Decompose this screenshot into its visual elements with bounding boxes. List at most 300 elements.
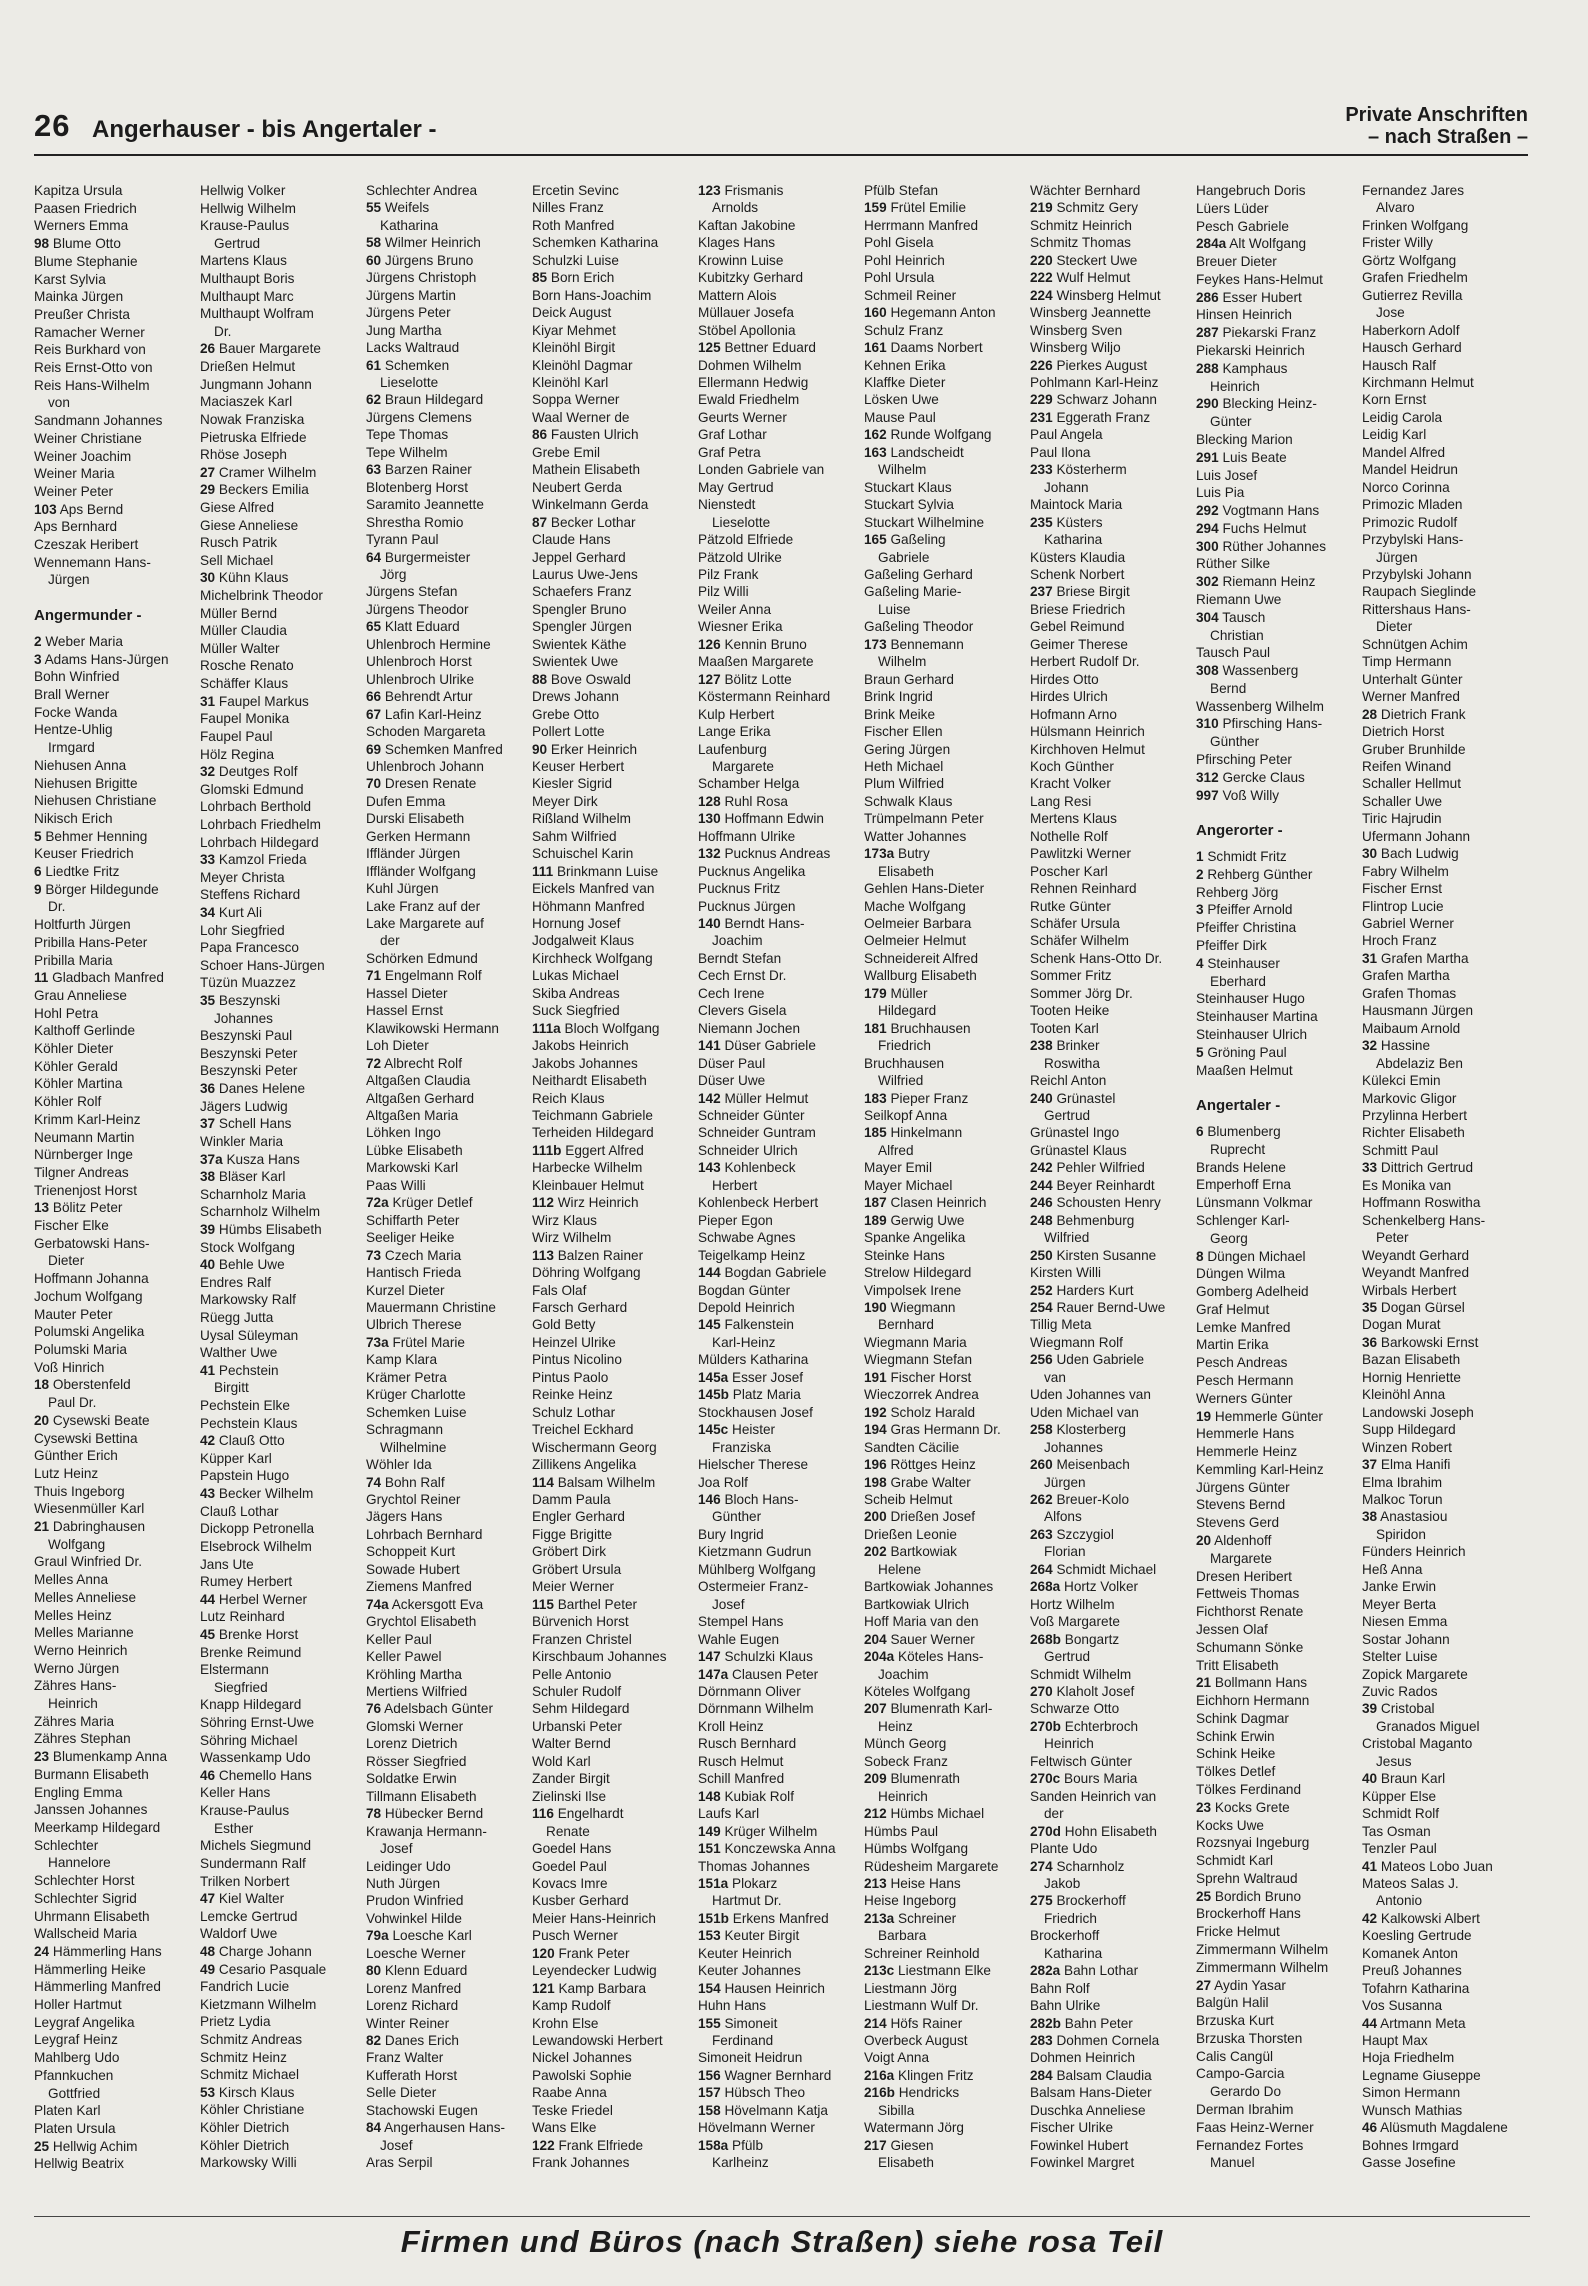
resident-entry: 60 Jürgens Bruno	[366, 252, 474, 268]
entry-continuation: Heinz	[878, 1718, 913, 1734]
resident-entry: Schuischel Karin	[532, 846, 634, 862]
house-number: 46	[200, 1767, 216, 1783]
resident-entry: 114 Balsam Wilhelm	[532, 1474, 656, 1490]
resident-entry: Blume Stephanie	[34, 253, 138, 269]
resident-entry: Thuis Ingeborg	[34, 1483, 125, 1499]
resident-entry: Gold Betty	[532, 1317, 596, 1333]
resident-entry: Wiesenmüller Karl	[34, 1501, 145, 1517]
resident-entry: Hassel Ernst	[366, 1003, 444, 1019]
resident-entry: Schulz Lothar	[532, 1404, 616, 1420]
resident-entry: Wahle Eugen	[698, 1631, 780, 1647]
resident-entry: Schulz Franz	[864, 322, 944, 338]
resident-entry: 144 Bogdan Gabriele	[698, 1265, 827, 1281]
resident-entry: Neithardt Elisabeth	[532, 1073, 647, 1089]
resident-entry: Brands Helene	[1196, 1159, 1286, 1175]
resident-entry: Neumann Martin	[34, 1129, 135, 1145]
resident-entry: Preußer Christa	[34, 306, 130, 322]
entry-continuation: Granados Miguel	[1376, 1718, 1480, 1734]
resident-entry: Strelow Hildegard	[864, 1265, 972, 1281]
entry-continuation: Birgitt	[214, 1380, 249, 1396]
resident-entry: Wallburg Elisabeth	[864, 968, 977, 984]
resident-entry: Köhler Martina	[34, 1076, 123, 1092]
resident-entry: Stockhausen Josef	[698, 1404, 813, 1420]
resident-entry: Teigelkamp Heinz	[698, 1247, 806, 1263]
resident-entry: Fernandez Jares	[1362, 183, 1465, 198]
resident-entry: Teichmann Gabriele	[532, 1108, 653, 1124]
resident-entry: Mauter Peter	[34, 1306, 113, 1322]
resident-entry: Schiffarth Peter	[366, 1212, 460, 1228]
resident-entry: 246 Schousten Henry	[1030, 1195, 1161, 1211]
house-number: 260	[1030, 1457, 1053, 1473]
resident-entry: Krüger Charlotte	[366, 1387, 466, 1403]
resident-entry: Walter Bernd	[532, 1736, 611, 1752]
resident-entry: 145a Esser Josef	[698, 1369, 804, 1385]
resident-entry: Niemann Jochen	[698, 1020, 801, 1036]
resident-entry: Przybylski Johann	[1362, 566, 1472, 582]
house-number: 23	[34, 1749, 50, 1765]
resident-entry: Vos Susanna	[1362, 1998, 1443, 2014]
entry-continuation: Heinrich	[1210, 378, 1260, 394]
resident-entry: Fernandez Fortes	[1196, 2137, 1304, 2153]
resident-entry: Grafen Friedhelm	[1362, 270, 1468, 286]
house-number: 113	[532, 1247, 554, 1263]
resident-entry: Lohr Siegfried	[200, 922, 285, 938]
house-number: 58	[366, 235, 382, 251]
resident-entry: Graf Lothar	[698, 427, 767, 443]
resident-entry: 1 Schmidt Fritz	[1196, 849, 1287, 865]
resident-entry: Grünastel Ingo	[1030, 1125, 1120, 1141]
resident-entry: Laufs Karl	[698, 1806, 760, 1822]
resident-entry: 151b Erkens Manfred	[698, 1910, 829, 1926]
resident-entry: 292 Vogtmann Hans	[1196, 503, 1320, 519]
house-number: 292	[1196, 503, 1219, 519]
resident-entry: Markowski Karl	[366, 1160, 459, 1176]
resident-entry: Tritt Elisabeth	[1196, 1657, 1279, 1673]
resident-entry: Werner Manfred	[1362, 689, 1460, 705]
house-number: 32	[200, 764, 216, 780]
resident-entry: Schragmann	[366, 1422, 444, 1438]
resident-entry: Graf Helmut	[1196, 1301, 1270, 1317]
resident-entry: Kovacs Imre	[532, 1875, 608, 1891]
entry-continuation: Antonio	[1376, 1893, 1423, 1909]
resident-entry: Herbert Rudolf Dr.	[1030, 654, 1140, 670]
resident-entry: Saramito Jeannette	[366, 497, 484, 513]
resident-entry: Gaßeling Marie-	[864, 584, 962, 600]
resident-entry: Spengler Bruno	[532, 601, 627, 617]
resident-entry: Rißland Wilhelm	[532, 811, 631, 827]
entry-continuation: Gertrud	[214, 235, 261, 251]
directory-columns	[34, 182, 1530, 2172]
resident-entry: Lacks Waltraud	[366, 340, 460, 356]
resident-entry: Swientek Uwe	[532, 654, 619, 670]
resident-entry: Gering Jürgen	[864, 741, 951, 757]
resident-entry: Grychtol Reiner	[366, 1491, 461, 1507]
resident-entry: 32 Deutges Rolf	[200, 764, 298, 780]
resident-entry: Steinhauser Ulrich	[1196, 1026, 1308, 1042]
resident-entry: 69 Schemken Manfred	[366, 741, 503, 757]
resident-entry: Jägers Hans	[366, 1509, 443, 1525]
resident-entry: Schnütgen Achim	[1362, 636, 1468, 652]
entry-continuation: Franziska	[712, 1439, 771, 1455]
house-number: 33	[1362, 1160, 1378, 1176]
resident-entry: 145c Heister	[698, 1422, 776, 1438]
resident-entry: Köstermann Reinhard	[698, 689, 831, 705]
resident-entry: Kleinbauer Helmut	[532, 1177, 644, 1193]
entry-continuation: Hildegard	[878, 1003, 937, 1019]
resident-entry: Niesen Emma	[1362, 1614, 1448, 1630]
resident-entry: Schenkelberg Hans-	[1362, 1212, 1486, 1228]
resident-entry: 304 Tausch	[1196, 609, 1266, 625]
resident-entry: Cysewski Bettina	[34, 1430, 138, 1446]
house-number: 191	[864, 1369, 887, 1385]
resident-entry: Tepe Wilhelm	[366, 444, 448, 460]
house-number: 127	[698, 671, 721, 687]
house-number: 207	[864, 1701, 887, 1717]
resident-entry: 252 Harders Kurt	[1030, 1282, 1134, 1298]
resident-entry: 21 Bollmann Hans	[1196, 1675, 1308, 1691]
resident-entry: Pätzold Ulrike	[698, 549, 782, 565]
resident-entry: Markovic Gligor	[1362, 1090, 1457, 1106]
resident-entry: Vohwinkel Hilde	[366, 1910, 462, 1926]
resident-entry: 37 Elma Hanifi	[1362, 1457, 1451, 1473]
house-number: 308	[1196, 663, 1219, 679]
resident-entry: Rhöse Joseph	[200, 447, 287, 463]
resident-entry: 74a Ackersgott Eva	[366, 1596, 484, 1612]
resident-entry: Soppa Werner	[532, 392, 620, 408]
resident-entry: Elstermann	[200, 1662, 269, 1678]
resident-entry: Cech Irene	[698, 985, 765, 1001]
house-number: 189	[864, 1212, 887, 1228]
resident-entry: 275 Brockerhoff	[1030, 1893, 1126, 1909]
resident-entry: Poscher Karl	[1030, 863, 1108, 879]
resident-entry: 58 Wilmer Heinrich	[366, 235, 481, 251]
house-number: 115	[532, 1596, 554, 1612]
house-number: 198	[864, 1474, 887, 1490]
resident-entry: Leidig Karl	[1362, 427, 1427, 443]
resident-entry: Multhaupt Marc	[200, 288, 294, 304]
house-number: 19	[1196, 1408, 1212, 1424]
house-number: 111b	[532, 1142, 562, 1158]
resident-entry: Altgaßen Maria	[366, 1108, 459, 1124]
resident-entry: Stöbel Apollonia	[698, 322, 796, 338]
entry-continuation: Josef	[380, 2137, 413, 2153]
house-number: 268a	[1030, 1579, 1061, 1595]
entry-continuation: Günther	[1210, 734, 1260, 750]
resident-entry: Kiesler Sigrid	[532, 776, 613, 792]
house-number: 103	[34, 501, 57, 517]
resident-entry: Keller Pawel	[366, 1649, 442, 1665]
resident-entry: Paas Willi	[366, 1177, 426, 1193]
resident-entry: 49 Cesario Pasquale	[200, 1961, 327, 1977]
resident-entry: 145 Falkenstein	[698, 1317, 794, 1333]
resident-entry: Scharnholz Maria	[200, 1186, 306, 1202]
resident-entry: 3 Pfeiffer Arnold	[1196, 902, 1293, 918]
resident-entry: Hellwig Wilhelm	[200, 200, 296, 216]
resident-entry: 27 Aydin Yasar	[1196, 1977, 1286, 1993]
resident-entry: Klages Hans	[698, 235, 776, 251]
resident-entry: Winsberg Jeannette	[1030, 305, 1151, 321]
entry-continuation: Christian	[1210, 627, 1264, 643]
resident-entry: Piekarski Heinrich	[1196, 343, 1305, 359]
resident-entry: Mathein Elisabeth	[532, 462, 641, 478]
resident-entry: Platen Karl	[34, 2103, 101, 2119]
house-number: 49	[200, 1961, 216, 1977]
resident-entry: Legname Giuseppe	[1362, 2067, 1481, 2083]
resident-entry: Kröhling Martha	[366, 1666, 462, 1682]
resident-entry: Tenzler Paul	[1362, 1841, 1437, 1857]
resident-entry: Schumann Sönke	[1196, 1639, 1304, 1655]
resident-entry: Gebel Reimund	[1030, 619, 1125, 635]
resident-entry: Lang Resi	[1030, 793, 1092, 809]
resident-entry: 42 Kalkowski Albert	[1362, 1910, 1480, 1926]
resident-entry: Bohn Winfried	[34, 669, 120, 685]
resident-entry: Stachowski Eugen	[366, 2102, 478, 2118]
resident-entry: Küsters Klaudia	[1030, 549, 1126, 565]
house-number: 237	[1030, 584, 1053, 600]
resident-entry: 155 Simoneit	[698, 2015, 778, 2031]
house-number: 141	[698, 1038, 721, 1054]
resident-entry: Balgün Halil	[1196, 1995, 1269, 2011]
entry-continuation: Margarete	[1210, 1550, 1272, 1566]
entry-continuation: Dr.	[48, 899, 66, 915]
entry-continuation: Esther	[214, 1820, 254, 1836]
resident-entry: Shrestha Romio	[366, 514, 464, 530]
resident-entry: 46 Chemello Hans	[200, 1767, 312, 1783]
entry-continuation: Herbert	[712, 1177, 758, 1193]
resident-entry: 283 Dohmen Cornela	[1030, 2033, 1160, 2049]
resident-entry: Kiyar Mehmet	[532, 322, 616, 338]
house-number: 60	[366, 252, 382, 268]
resident-entry: Hassel Dieter	[366, 985, 448, 1001]
resident-entry: Ufermann Johann	[1362, 828, 1471, 844]
resident-entry: Mülders Katharina	[698, 1352, 809, 1368]
resident-entry: Hoffmann Johanna	[34, 1271, 149, 1287]
resident-entry: 212 Hümbs Michael	[864, 1806, 985, 1822]
resident-entry: Rutke Günter	[1030, 898, 1111, 914]
house-number: 79a	[366, 1928, 389, 1944]
resident-entry: Rüegg Jutta	[200, 1310, 274, 1325]
resident-entry: Tölkes Ferdinand	[1196, 1781, 1302, 1797]
resident-entry: Sandmann Johannes	[34, 413, 163, 429]
resident-entry: Loh Dieter	[366, 1038, 429, 1054]
resident-entry: Skiba Andreas	[532, 985, 620, 1001]
resident-entry: Tillig Meta	[1030, 1317, 1092, 1333]
resident-entry: Schaefers Franz	[532, 584, 632, 600]
resident-entry: Kufferath Horst	[366, 2067, 458, 2083]
house-number: 181	[864, 1020, 887, 1036]
resident-entry: 6 Liedtke Fritz	[34, 864, 120, 880]
house-number: 216b	[864, 2085, 895, 2101]
resident-entry: Hohl Petra	[34, 1005, 99, 1021]
resident-entry: Meerkamp Hildegard	[34, 1819, 161, 1835]
column-6	[864, 182, 1022, 2172]
house-number: 70	[366, 776, 382, 792]
resident-entry: Herrmann Manfred	[864, 217, 979, 233]
resident-entry: Keuser Herbert	[532, 758, 625, 774]
resident-entry: 38 Anastasiou	[1362, 1509, 1448, 1525]
resident-entry: 98 Blume Otto	[34, 236, 121, 252]
resident-entry: Schäffer Klaus	[200, 676, 289, 692]
resident-entry: Altgaßen Gerhard	[366, 1090, 475, 1106]
resident-entry: 111 Brinkmann Luise	[532, 863, 659, 879]
house-number: 173	[864, 636, 887, 652]
resident-entry: Schneider Günter	[698, 1108, 805, 1124]
resident-entry: 46 Alüsmuth Magdalene	[1362, 2120, 1508, 2136]
resident-entry: 112 Wirz Heinrich	[532, 1195, 639, 1211]
resident-entry: Wöhler Ida	[366, 1457, 432, 1473]
resident-entry: 70 Dresen Renate	[366, 776, 477, 792]
house-number: 212	[864, 1806, 887, 1822]
resident-entry: 148 Kubiak Rolf	[698, 1788, 794, 1804]
house-number: 302	[1196, 574, 1219, 590]
resident-entry: Pechstein Elke	[200, 1398, 290, 1414]
resident-entry: 25 Hellwig Achim	[34, 2138, 138, 2154]
resident-entry: Bahn Rolf	[1030, 1980, 1090, 1996]
house-number: 185	[864, 1125, 887, 1141]
resident-entry: Frinken Wolfgang	[1362, 217, 1469, 233]
resident-entry: Fabry Wilhelm	[1362, 863, 1449, 879]
resident-entry: 32 Hassine	[1362, 1038, 1431, 1054]
resident-entry: 238 Brinker	[1030, 1038, 1100, 1054]
house-number: 250	[1030, 1247, 1053, 1263]
resident-entry: 61 Schemken	[366, 357, 450, 373]
resident-entry: Norco Corinna	[1362, 479, 1450, 495]
resident-entry: Berndt Stefan	[698, 950, 782, 966]
house-number: 5	[1196, 1044, 1204, 1060]
house-number: 291	[1196, 449, 1219, 465]
resident-entry: 125 Bettner Eduard	[698, 340, 816, 356]
house-number: 39	[200, 1221, 216, 1237]
house-number: 202	[864, 1544, 887, 1560]
entry-continuation: Abdelaziz Ben	[1376, 1055, 1463, 1071]
resident-entry: Heth Michael	[864, 758, 944, 774]
house-number: 18	[34, 1377, 50, 1393]
resident-entry: Söhring Ernst-Uwe	[200, 1715, 315, 1731]
house-number: 263	[1030, 1526, 1053, 1542]
house-number: 123	[698, 183, 721, 198]
resident-entry: 13 Bölitz Peter	[34, 1200, 123, 1216]
resident-entry: Zähres Stephan	[34, 1731, 131, 1747]
resident-entry: Winsberg Sven	[1030, 322, 1123, 338]
resident-entry: Wallscheid Maria	[34, 1926, 137, 1942]
resident-entry: Schneidereit Alfred	[864, 950, 979, 966]
resident-entry: 263 Szczygiol	[1030, 1526, 1114, 1542]
resident-entry: Fowinkel Hubert	[1030, 2137, 1129, 2153]
resident-entry: 149 Krüger Wilhelm	[698, 1823, 818, 1839]
resident-entry: Steinhauser Hugo	[1196, 991, 1305, 1007]
resident-entry: Kubitzky Gerhard	[698, 270, 804, 286]
house-number: 143	[698, 1160, 721, 1176]
resident-entry: Lorenz Dietrich	[366, 1736, 458, 1752]
resident-entry: Supp Hildegard	[1362, 1422, 1456, 1438]
resident-entry: Clevers Gisela	[698, 1003, 787, 1019]
resident-entry: Hämmerling Heike	[34, 1961, 146, 1977]
house-number: 61	[366, 357, 382, 373]
resident-entry: Lohrbach Friedhelm	[200, 816, 321, 832]
resident-entry: 88 Bove Oswald	[532, 671, 631, 687]
resident-entry: Hroch Franz	[1362, 933, 1437, 949]
resident-entry: 67 Lafin Karl-Heinz	[366, 706, 482, 722]
resident-entry: Lohrbach Berthold	[200, 799, 312, 815]
resident-entry: Jakobs Johannes	[532, 1055, 638, 1071]
resident-entry: Schwarze Otto	[1030, 1701, 1120, 1717]
house-number: 160	[864, 305, 887, 321]
resident-entry: Scheib Helmut	[864, 1491, 953, 1507]
house-number: 122	[532, 2137, 555, 2153]
house-number: 173a	[864, 846, 895, 862]
resident-entry: Pribilla Maria	[34, 952, 113, 968]
resident-entry: Tepe Thomas	[366, 427, 449, 443]
house-number: 33	[200, 852, 216, 868]
resident-entry: Jessen Olaf	[1196, 1621, 1268, 1637]
resident-entry: 224 Winsberg Helmut	[1030, 287, 1161, 303]
resident-entry: Tausch Paul	[1196, 645, 1271, 661]
resident-entry: 192 Scholz Harald	[864, 1404, 976, 1420]
house-number: 66	[366, 689, 382, 705]
resident-entry: Voigt Anna	[864, 2050, 930, 2066]
resident-entry: 24 Hämmerling Hans	[34, 1943, 162, 1959]
entry-continuation: Wilfried	[1044, 1230, 1090, 1246]
resident-entry: Drews Johann	[532, 689, 619, 705]
resident-entry: 76 Adelsbach Günter	[366, 1701, 493, 1717]
resident-entry: Goedel Paul	[532, 1858, 607, 1874]
resident-entry: Keuter Heinrich	[698, 1945, 792, 1961]
entry-continuation: der	[1044, 1806, 1064, 1822]
resident-entry: 147a Clausen Peter	[698, 1666, 819, 1682]
resident-entry: Watter Johannes	[864, 828, 967, 844]
entry-continuation: Manuel	[1210, 2155, 1255, 2171]
house-number: 145	[698, 1317, 721, 1333]
resident-entry: Wiegmann Maria	[864, 1334, 967, 1350]
resident-entry: Düngen Wilma	[1196, 1266, 1286, 1282]
resident-entry: 65 Klatt Eduard	[366, 619, 460, 635]
resident-entry: Rittershaus Hans-	[1362, 601, 1471, 617]
resident-entry: Rüther Silke	[1196, 556, 1271, 572]
resident-entry: 202 Bartkowiak	[864, 1544, 957, 1560]
resident-entry: Hölz Regina	[200, 746, 275, 762]
entry-continuation: Dr.	[214, 323, 232, 339]
resident-entry: 44 Artmann Meta	[1362, 2015, 1466, 2031]
resident-entry: Maaßen Helmut	[1196, 1062, 1293, 1078]
resident-entry: Brzuska Kurt	[1196, 2013, 1274, 2029]
resident-entry: Trienenjost Horst	[34, 1182, 137, 1198]
house-number: 145a	[698, 1369, 729, 1385]
resident-entry: Rehberg Jörg	[1196, 884, 1279, 900]
resident-entry: Kleinöhl Anna	[1362, 1387, 1446, 1403]
resident-entry: Krimm Karl-Heinz	[34, 1111, 141, 1127]
resident-entry: 163 Landscheidt	[864, 444, 964, 460]
resident-entry: Sobeck Franz	[864, 1753, 948, 1769]
resident-entry: 231 Eggerath Franz	[1030, 409, 1151, 425]
resident-entry: 37a Kusza Hans	[200, 1151, 300, 1167]
resident-entry: Hümbs Paul	[864, 1823, 939, 1839]
resident-entry: Hoja Friedhelm	[1362, 2050, 1455, 2066]
resident-entry: Wiegmann Stefan	[864, 1352, 973, 1368]
house-number: 155	[698, 2015, 721, 2031]
resident-entry: Müllauer Josefa	[698, 305, 794, 321]
house-number: 288	[1196, 360, 1219, 376]
resident-entry: Es Monika van	[1362, 1177, 1452, 1193]
house-number: 44	[200, 1591, 216, 1607]
resident-entry: 162 Runde Wolfgang	[864, 427, 992, 443]
house-number: 147	[698, 1649, 721, 1665]
entry-continuation: Ruprecht	[1210, 1141, 1266, 1157]
resident-entry: Schwabe Agnes	[698, 1230, 796, 1246]
resident-entry: Tofahrn Katharina	[1362, 1980, 1470, 1996]
resident-entry: Schuler Rudolf	[532, 1683, 622, 1699]
resident-entry: Hoff Maria van den	[864, 1614, 979, 1630]
resident-entry: Koch Günther	[1030, 758, 1114, 774]
